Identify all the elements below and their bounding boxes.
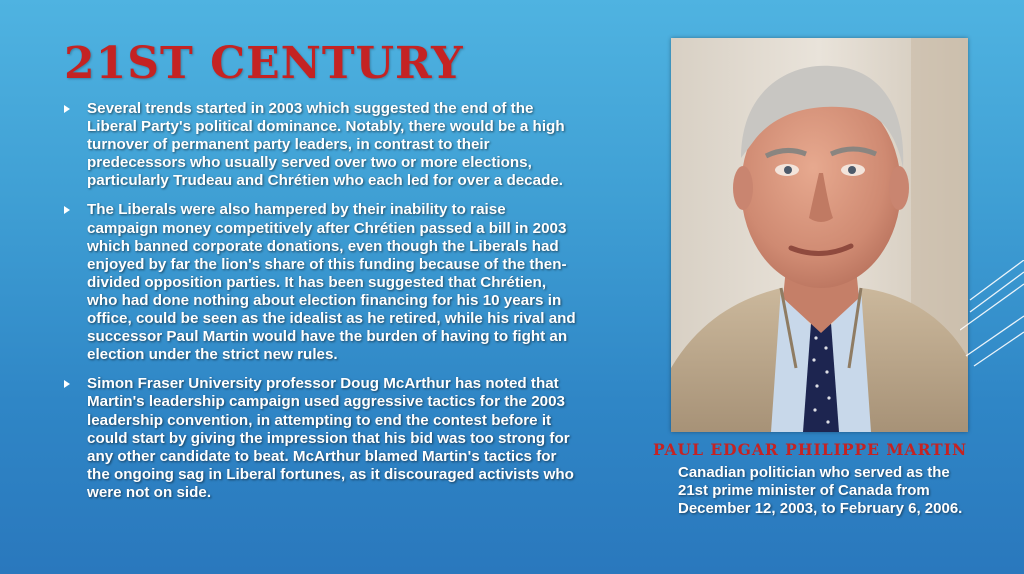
caption-description: Canadian politician who served as the 21st prime minister of Canada from December 12, 2003, to February 6, 2006. bbox=[678, 464, 963, 517]
bullet-arrow-icon bbox=[64, 380, 70, 388]
decorative-lines-icon bbox=[960, 260, 1024, 380]
caption-name: PAUL EDGAR PHILIPPE MARTIN bbox=[653, 440, 968, 459]
portrait-illustration bbox=[671, 38, 968, 432]
bullet-item bbox=[60, 201, 580, 364]
bullet-text: Simon Fraser University professor Doug McArthur has noted that Martin's leadership campaign used aggressive tactics for the 2003 leadership convention, in attempting to end the contest before it could start by giving the impression that his bid was too strong for any other candidate to beat. McArthur blamed Martin's tactics for the ongoing sag in Liberal fortunes, as it discouraged activists who were not on side. bbox=[87, 375, 574, 501]
bullet-text: The Liberals were also hampered by their inability to raise campaign money competitively after Chrétien passed a bill in 2003 which banned corporate donations, even though the Liberals had enjoyed by far the lion's share of this funding because of the then-divided opposition parties. It has been suggested that Chrétien, who had done nothing about election financing for his 10 years in office, could be seen as the idealist as he retired, while his rival and successor Paul Martin would have the burden of having to fight an election under the strict new rules. bbox=[87, 201, 576, 364]
bullet-arrow-icon bbox=[64, 105, 70, 113]
bullet-item bbox=[60, 100, 580, 190]
portrait-photo bbox=[671, 38, 968, 432]
bullet-arrow-icon bbox=[64, 206, 70, 214]
bullet-item bbox=[60, 375, 580, 502]
bullet-text: Several trends started in 2003 which suggested the end of the Liberal Party's political dominance. Notably, there would be a high turnover of permanent party leaders, in contrast to their predecessors who usually served over two or more elections, particularly Trudeau and Chrétien who each led for over a decade. bbox=[87, 100, 565, 190]
bullet-list bbox=[60, 100, 580, 513]
slide-title: 21ST CENTURY bbox=[64, 38, 464, 89]
